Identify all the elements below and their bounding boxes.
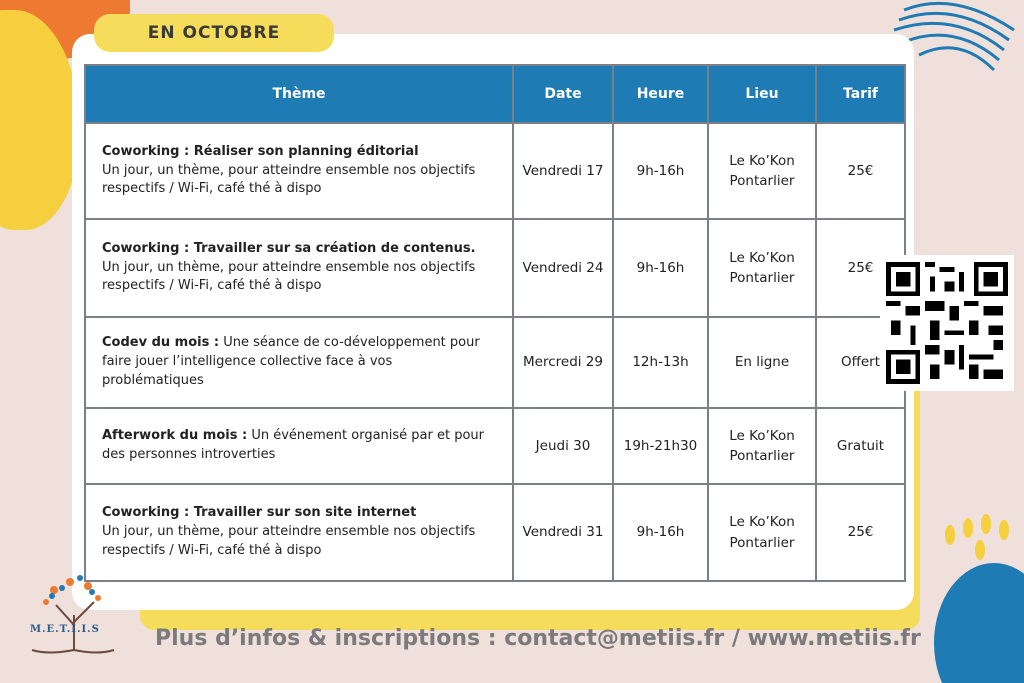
logo-name: M.E.T.I.I.S [30, 624, 100, 635]
event-date: Vendredi 31 [513, 484, 613, 581]
table-row [85, 408, 905, 484]
events-table [84, 64, 906, 582]
event-title: Afterwork du mois : [102, 428, 248, 444]
event-place: En ligne [708, 317, 816, 408]
event-place: Le Ko’Kon Pontarlier [708, 123, 816, 219]
event-price: Gratuit [816, 408, 905, 484]
event-time: 12h-13h [613, 317, 708, 408]
table-row [85, 484, 905, 581]
table-row [85, 123, 905, 219]
event-price: Offert [816, 317, 905, 408]
event-time: 19h-21h30 [613, 408, 708, 484]
table-row [85, 317, 905, 408]
event-title: Coworking : Travailler sur son site internet [102, 505, 417, 521]
qr-code[interactable] [880, 255, 1014, 391]
table-row [85, 219, 905, 317]
event-price: 25€ [816, 219, 905, 317]
tree-logo-icon [18, 560, 130, 660]
event-description: Un jour, un thème, pour atteindre ensemble nos objectifs respectifs / Wi-Fi, café thé à dispo [102, 524, 476, 558]
event-place: Le Ko’Kon Pontarlier [708, 219, 816, 317]
column-header-date: Date [513, 65, 613, 123]
event-date: Vendredi 24 [513, 219, 613, 317]
footer-contact: Plus d’infos & inscriptions : contact@metiis.fr / www.metiis.fr [155, 626, 921, 651]
event-theme-cell [85, 484, 513, 581]
event-time: 9h-16h [613, 484, 708, 581]
event-place: Le Ko’Kon Pontarlier [708, 484, 816, 581]
event-theme-cell [85, 408, 513, 484]
event-price: 25€ [816, 123, 905, 219]
column-header-place: Lieu [708, 65, 816, 123]
event-description: Une séance de co-développement pour faire jouer l’intelligence collective face à vos problématiques [102, 335, 480, 388]
event-title: Coworking : Réaliser son planning éditorial [102, 143, 419, 159]
event-date: Vendredi 17 [513, 123, 613, 219]
column-header-time: Heure [613, 65, 708, 123]
event-description: Un événement organisé par et pour des personnes introverties [102, 428, 485, 462]
qr-code-icon [886, 261, 1008, 385]
table-header-row [85, 65, 905, 123]
event-time: 9h-16h [613, 219, 708, 317]
event-date: Mercredi 29 [513, 317, 613, 408]
column-header-theme: Thème [85, 65, 513, 123]
event-date: Jeudi 30 [513, 408, 613, 484]
event-place: Le Ko’Kon Pontarlier [708, 408, 816, 484]
event-description: Un jour, un thème, pour atteindre ensemble nos objectifs respectifs / Wi-Fi, café thé à dispo [102, 162, 476, 197]
event-theme-cell [85, 219, 513, 317]
event-description: Un jour, un thème, pour atteindre ensemble nos objectifs respectifs / Wi-Fi, café thé à dispo [102, 259, 476, 294]
event-time: 9h-16h [613, 123, 708, 219]
column-header-price: Tarif [816, 65, 905, 123]
event-theme-cell [85, 123, 513, 219]
event-title: Coworking : Travailler sur sa création de contenus. [102, 240, 476, 256]
event-price: 25€ [816, 484, 905, 581]
leaf-decor-icon [930, 510, 1020, 610]
event-title: Codev du mois : [102, 335, 220, 351]
month-title: EN OCTOBRE [94, 14, 334, 52]
event-theme-cell [85, 317, 513, 408]
